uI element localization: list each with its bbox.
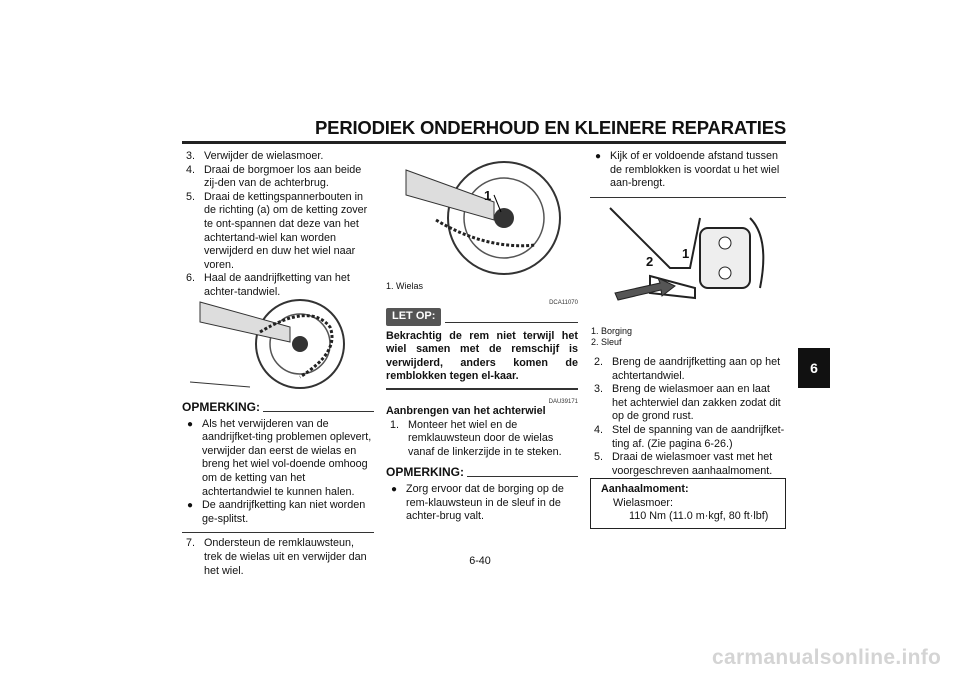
note-bullet: ● De aandrijfketting kan niet worden ge-splitst. [187,499,366,525]
step-6: 6. Haal de aandrijfketting van het achter-tandwiel. [186,272,350,298]
caution-text: Bekrachtig de rem niet terwijl het wiel samen met de remschijf is verwijderd, anders komen de remblokken tegen el-kaar. [386,329,578,383]
caption-item: 2. Sleuf [591,337,622,347]
figure-chain-removal [190,282,370,392]
caution-label: LET OP: [386,308,441,326]
left-note [182,401,374,578]
step-4: 4. Draai de borgmoer los aan beide zij-den van de achterbrug. [186,163,362,190]
torque-box [590,478,786,529]
note-heading: OPMERKING: [386,466,578,480]
torque-value: 110 Nm (11.0 m·kgf, 80 ft·lbf) [629,510,769,523]
step-5: 5. Draai de wielasmoer vast met het voorgeschreven aanhaalmoment. [594,451,773,477]
note-bullet: ● Kijk of er voldoende afstand tussen de remblokken is voordat u het wiel aan-brengt. [595,150,780,190]
torque-item: Wielasmoer: [613,496,673,509]
step-2: 2. Breng de aandrijfketting aan op het achtertandwiel. [594,356,781,382]
step-5: 5. Draai de kettingspannerbouten in de richting (a) om de ketting zover te ont-spannen dat deze van het achtertand-wiel kan worden verwijderd en duw het wiel naar voren. [186,190,368,271]
note-bullet: ● Zorg ervoor dat de borging op de rem-klauwsteun in de sleuf in de achter-brug valt. [391,482,564,523]
code-label: DAU39171 [548,399,578,405]
figure-captions [591,326,781,348]
caution-header [386,308,578,326]
caution-rule [386,388,578,390]
caution-block [386,308,578,390]
page-title: PERIODIEK ONDERHOUD EN KLEINERE REPARATIES [315,117,786,138]
note-end-rule [182,532,374,533]
step-3: 3. Verwijder de wielasmoer. [186,150,324,162]
section-heading: Aanbrengen van het achterwiel [386,405,546,417]
figure-label: 1 [484,188,492,203]
caption-item: 1. Borging [591,326,633,336]
note-bullet: ● Als het verwijderen van de aandrijfket-ting problemen oplevert, verwijder dan eerst de wielas en breng het wiel vol-doende omhoog om de ketting van het achtertandwiel te kunnen halen. [187,417,372,498]
note-heading: OPMERKING: [182,401,374,415]
figure-caliper-bracket [600,198,780,318]
figure-label-1: 1 [682,246,690,261]
right-top [590,150,786,198]
code-label: DCA11070 [549,300,578,306]
left-steps [182,150,374,300]
right-steps [590,356,786,478]
install-section [386,405,578,524]
page-number: 6-40 [469,555,491,567]
torque-heading: Aanhaalmoment: [601,483,689,495]
watermark: carmanualsonline.info [712,646,942,669]
title-rule [182,141,786,144]
step-1: 1. Monteer het wiel en de remklauwsteun door de wielas vanaf de linkerzijde in te steken. [390,418,562,458]
figure-wheel-axle [386,150,578,280]
step-4: 4. Stel de spanning van de aandrijfket-ting af. (Zie pagina 6-26.) [594,423,785,450]
figure-caption: 1. Wielas [386,281,424,291]
figure-label-2: 2 [646,254,654,269]
step-7: 7. Ondersteun de remklauwsteun, trek de wielas uit en verwijder dan het wiel. [186,537,367,577]
chapter-tab: 6 [798,348,830,388]
step-3: 3. Breng de wielasmoer aan en laat het achterwiel dan zakken zodat dit op de grond rust. [594,383,781,423]
